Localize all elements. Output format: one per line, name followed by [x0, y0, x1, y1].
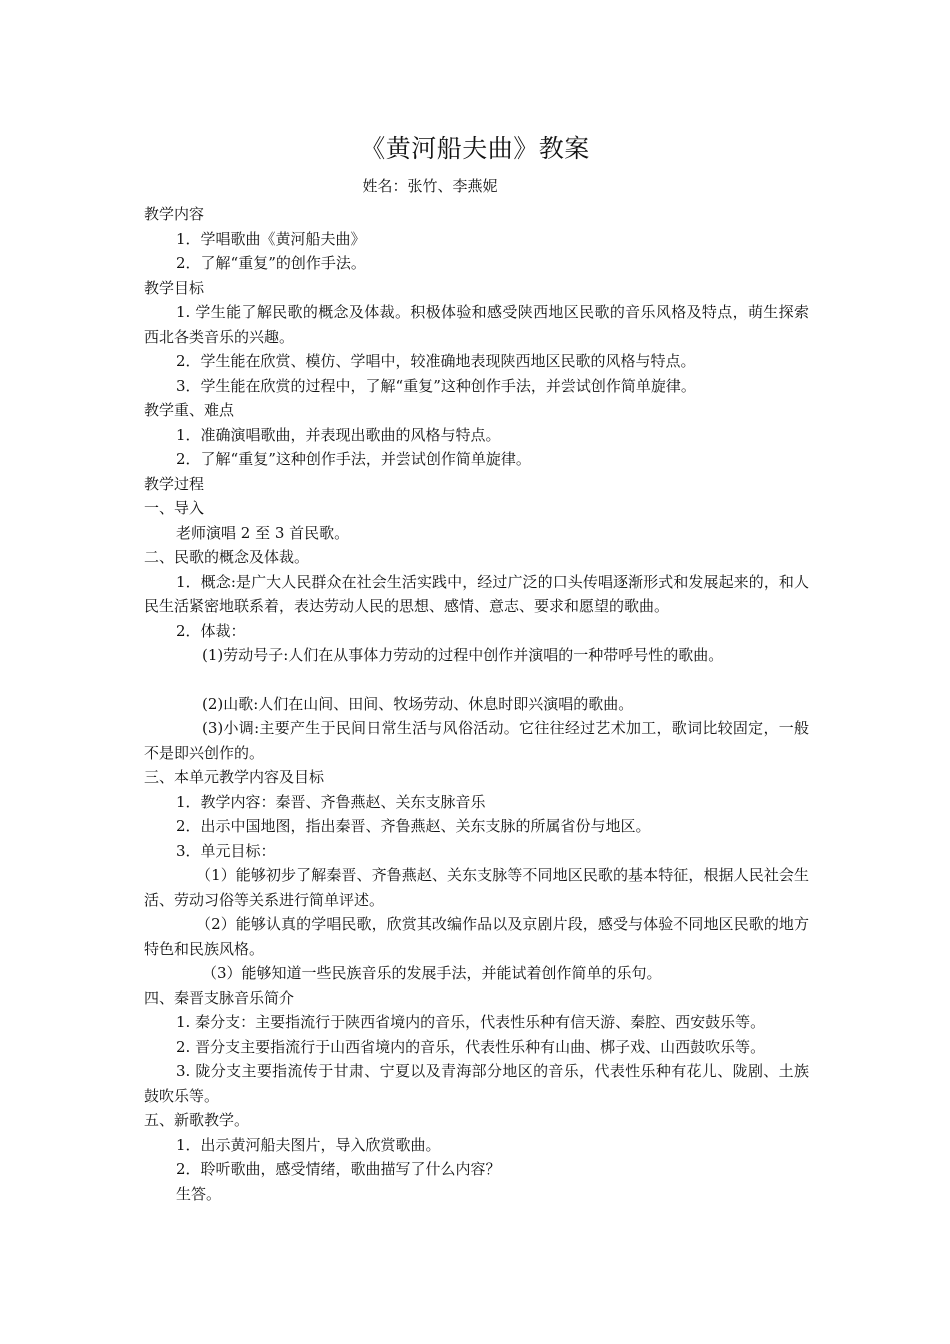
list-item: 2．学生能在欣赏、模仿、学唱中，较准确地表现陕西地区民歌的风格与特点。: [176, 352, 696, 370]
list-item: 1．学唱歌曲《黄河船夫曲》: [176, 229, 366, 248]
list-item: 1．教学内容：秦晋、齐鲁燕赵、关东支脉音乐: [176, 792, 486, 811]
list-item: 1．概念:是广大人民群众在社会生活实践中，经过广泛的口头传唱逐渐形式和发展起来的，和人民生活紧密地联系着，表达劳动人民的思想、感情、意志、要求和愿望的歌曲。: [144, 572, 809, 615]
sub-list-item: (3)小调:主要产生于民间日常生活与风俗活动。它往往经过艺术加工，歌词比较固定，一般不是即兴创作的。: [144, 719, 809, 762]
sub-list-item: (2)山歌:人们在山间、田间、牧场劳动、休息时即兴演唱的歌曲。: [202, 694, 634, 713]
document-body: [144, 202, 809, 1206]
list-item: 1. 秦分支：主要指流行于陕西省境内的音乐，代表性乐种有信天游、秦腔、西安鼓乐等。: [176, 1013, 766, 1031]
list-item: 1．出示黄河船夫图片，导入欣赏歌曲。: [176, 1135, 441, 1154]
sub-list-item: （1）能够初步了解秦晋、齐鲁燕赵、关东支脉等不同地区民歌的基本特征，根据人民社会生活、劳动习俗等关系进行简单评述。: [144, 866, 809, 909]
list-item: 2．出示中国地图，指出秦晋、齐鲁燕赵、关东支脉的所属省份与地区。: [176, 817, 651, 835]
document-title: 《黄河船夫曲》教案: [360, 134, 590, 163]
list-item: 2．聆听歌曲，感受情绪，歌曲描写了什么内容？: [176, 1160, 501, 1178]
sub-list-item: (1)劳动号子:人们在从事体力劳动的过程中创作并演唱的一种带呼号性的歌曲。: [202, 646, 724, 664]
list-item: 3．单元目标：: [176, 841, 276, 860]
list-item: 1．准确演唱歌曲，并表现出歌曲的风格与特点。: [176, 425, 501, 444]
section-heading: 教学过程: [144, 474, 205, 493]
subsection-heading: 四、秦晋支脉音乐简介: [144, 988, 295, 1007]
section-heading: 教学内容: [144, 205, 205, 223]
list-item: 2．了解“重复”这种创作手法，并尝试创作简单旋律。: [176, 450, 531, 468]
sub-list-item: （2）能够认真的学唱民歌，欣赏其改编作品以及京剧片段，感受与体验不同地区民歌的地方特色和民族风格。: [144, 915, 809, 958]
subsection-heading: 一、导入: [144, 499, 205, 517]
list-item: 2. 晋分支主要指流行于山西省境内的音乐，代表性乐种有山曲、梆子戏、山西鼓吹乐等。: [176, 1037, 766, 1056]
blank-line: [144, 668, 809, 692]
subsection-heading: 三、本单元教学内容及目标: [144, 768, 325, 786]
list-item: 3．学生能在欣赏的过程中，了解“重复”这种创作手法，并尝试创作简单旋律。: [176, 376, 696, 395]
paragraph: 老师演唱 2 至 3 首民歌。: [176, 523, 350, 542]
subsection-heading: 二、民歌的概念及体裁。: [144, 548, 310, 566]
subsection-heading: 五、新歌教学。: [144, 1111, 250, 1129]
sub-list-item: （3）能够知道一些民族音乐的发展手法，并能试着创作简单的乐句。: [202, 964, 662, 982]
list-item: 2．了解“重复”的创作手法。: [176, 254, 366, 272]
list-item: 2．体裁：: [176, 621, 246, 640]
author-line: 姓名：张竹、李燕妮: [362, 177, 498, 195]
section-heading: 教学目标: [144, 278, 205, 297]
section-heading: 教学重、难点: [144, 401, 235, 419]
paragraph: 生答。: [176, 1184, 222, 1203]
list-item: 3. 陇分支主要指流传于甘肃、宁夏以及青海部分地区的音乐，代表性乐种有花儿、陇剧、土族鼓吹乐等。: [144, 1062, 809, 1105]
list-item: 1. 学生能了解民歌的概念及体裁。积极体验和感受陕西地区民歌的音乐风格及特点，萌生探索西北各类音乐的兴趣。: [144, 303, 809, 346]
